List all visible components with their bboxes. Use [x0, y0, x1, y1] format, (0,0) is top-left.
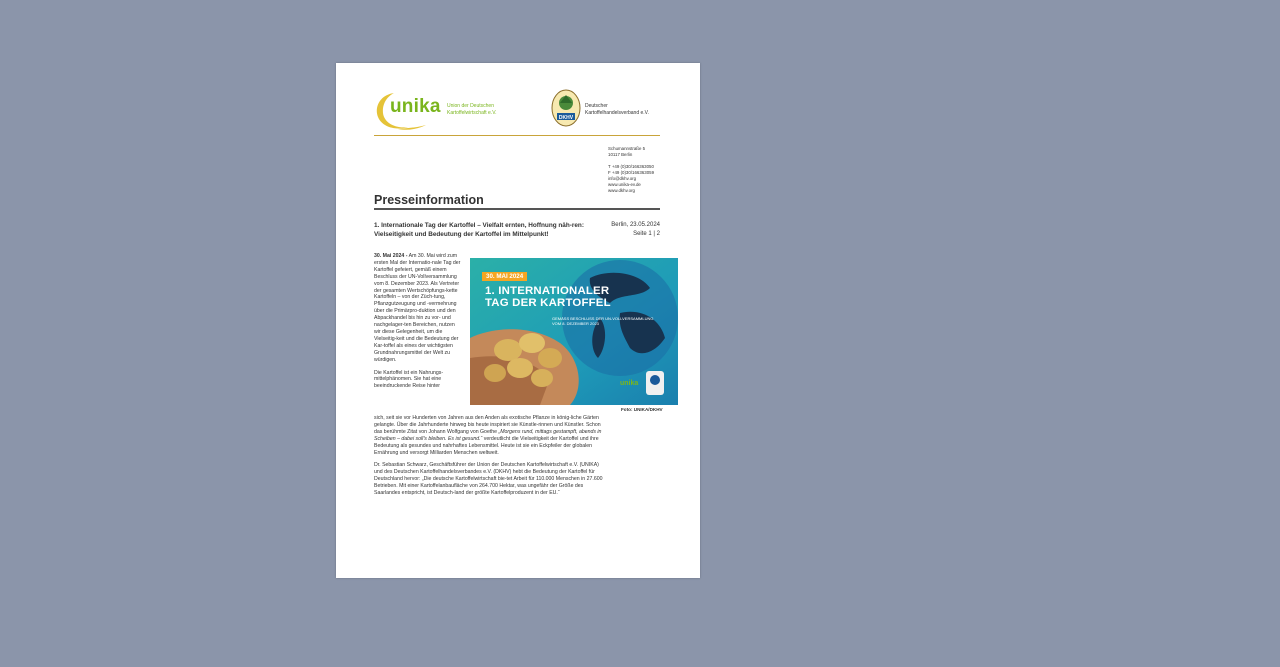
dkhv-badge-text: DKHV [558, 115, 574, 121]
body-wide [374, 415, 608, 503]
title-divider [374, 208, 660, 210]
dkhv-name: Deutscher Kartoffelhandelsverband e.V. [585, 103, 649, 116]
paragraph-1: 30. Mai 2024 - Am 30. Mai wird zum ersten Mal der Internatio-nale Tag der Kartoffel gefeiert, gemäß einem Beschluss der UN-Vollversammlung vom 8. Dezember 2023. Als Vertreter der gesamten Wertschöpfungs-kette Kartoffeln – von der Züch-tung, Pflanzgutzeugung und -vermehrung über die Primärpro-duktion und den Abpackhandel bis hin zu vor- und nachgelager-ten Bereichen, nutzen wir diese Gelegenheit, um die Vielseitig-keit und die Bedeutung der Kar-toffel als eines der wichtigsten Grundnahrungsmittel der Welt zu würdigen. [374, 253, 461, 363]
image-unika-logo: unika [620, 380, 639, 387]
body-column [374, 253, 462, 396]
address-city: 10117 Berlin [608, 152, 633, 157]
page-title: Presseinformation [374, 193, 484, 207]
image-date-badge: 30. MAI 2024 [482, 272, 527, 281]
date-block [588, 221, 660, 239]
paragraph-2-start: Die Kartoffel ist ein Nahrungs-mittelphänomen. Sie hat eine beeindruckende Reise hinter [374, 369, 444, 390]
image-subtitle: GEMÄSS BESCHLUSS DER UN-VOLLVERSAMMLUNG VOM 8. DEZEMBER 2023 [552, 316, 654, 326]
document-page [336, 63, 700, 578]
image-title: 1. INTERNATIONALER TAG DER KARTOFFEL [485, 285, 611, 309]
page-number: Seite 1 | 2 [633, 231, 660, 237]
press-release-subtitle: 1. Internationale Tag der Kartoffel – Vielfalt ernten, Hoffnung näh-ren: Vielseitigkeit und Bedeutung der Kartoffel im Mittelpunkt! [374, 222, 584, 238]
paragraph-2-cont: sich, seit sie vor Hunderten von Jahren aus den Anden als exotische Pflanze in könig-liche Gärten gelangte. Über die Jahrhunderte hinweg bis heute inspiriert sie Künstle-rinnen und Künstler. Schon das berühmte Zitat von Johann Wolfgang von Goethe „Morgens rund, mittags gestampft, abends in Scheiben – dabei soll's bleiben. Es ist gesund.“ verdeutlicht die Vielseitigkeit der Kartoffel und ihre Bedeutung als gesundes und nahrhaftes Lebensmittel. Heute ist sie ein Eckpfeiler der globalen Ernährung und versorgt Milliarden Menschen weltweit. [374, 415, 602, 456]
paragraph-3: Dr. Sebastian Schwarz, Geschäftsführer der Union der Deutschen Kartoffelwirtschaft e.V. (UNIKA) und des Deutschen Kartoffelhandelsverbandes e.V. (DKHV) hebt die Bedeutung der Kartoffel für Deutschland hervor: „Die deutsche Kartoffelwirtschaft bie-tet Arbeit für 110.000 Menschen in 27.600 Betrieben. Mit einer Kartoffelanbaufläche von 264.700 Hektar, was ungefähr der Größe des Saarlandes entspricht, ist Deutsch-land der größte Kartoffelproduzent in der EU.“ [374, 462, 603, 497]
unika-wordmark: unika [390, 96, 441, 117]
contact-address [608, 146, 688, 194]
address-web-unika[interactable]: www.unika-ev.de [608, 182, 641, 187]
header-divider [374, 135, 660, 136]
release-date: Berlin, 23.05.2024 [611, 222, 660, 228]
dkhv-logo [551, 89, 581, 127]
address-street: Schumannstraße 5 [608, 146, 646, 151]
unika-tagline: Union der Deutschen Kartoffelwirtschaft e.V. [447, 103, 497, 116]
address-phone: T +49 (0)30/166363050 [608, 164, 654, 169]
dkhv-crest-icon [551, 89, 581, 127]
address-email[interactable]: info@dkhv.org [608, 176, 637, 181]
campaign-image [470, 258, 678, 405]
address-web-dkhv[interactable]: www.dkhv.org [608, 188, 636, 193]
photo-credit: Foto: UNIKA/DKHV [621, 407, 663, 412]
address-fax: F +49 (0)30/166363059 [608, 170, 655, 175]
unika-logo [374, 89, 444, 133]
